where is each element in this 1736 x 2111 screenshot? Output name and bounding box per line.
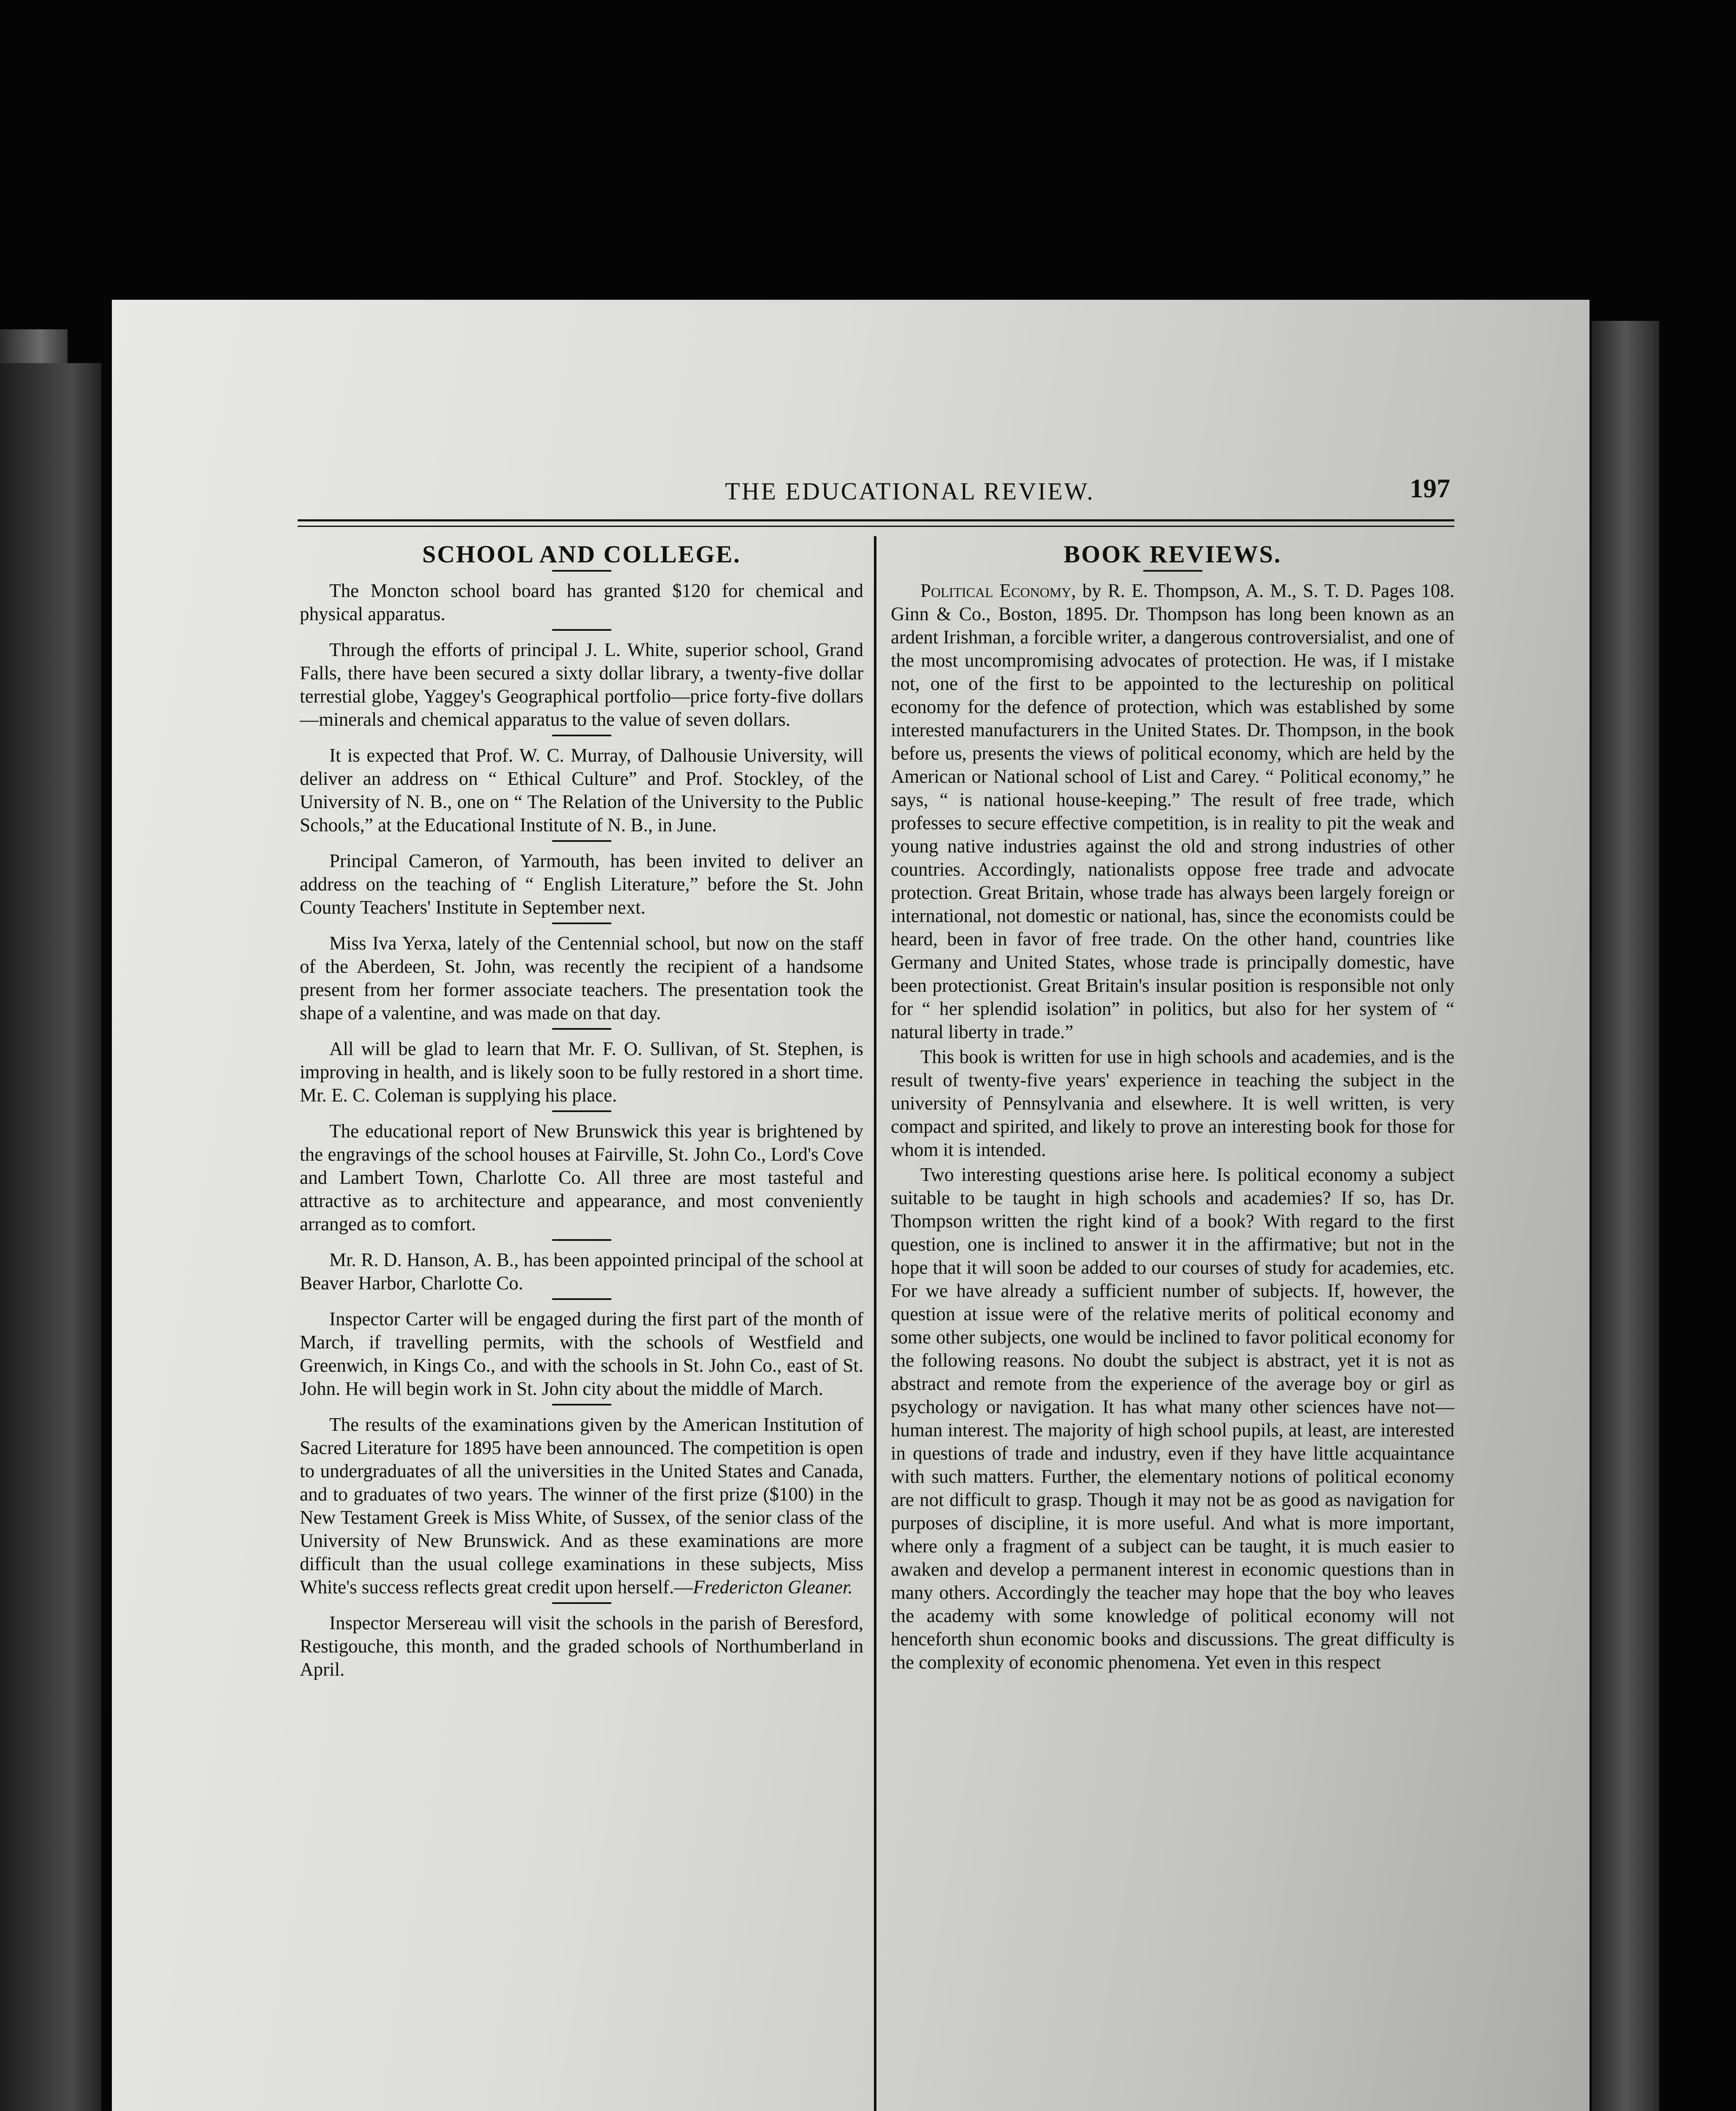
separator	[552, 570, 611, 572]
page-sheet	[112, 300, 1590, 2111]
book-fore-edge	[1592, 321, 1659, 2111]
separator	[552, 1110, 611, 1112]
separator	[552, 1028, 611, 1030]
news-item	[300, 1413, 863, 1599]
news-item: Inspector Mersereau will visit the schools in the parish of Beresford, Restigouche, this month, and the graded schools of Northumberland in April.	[300, 1612, 863, 1680]
separator	[552, 923, 611, 924]
section-heading-book-reviews: BOOK REVIEWS.	[1063, 540, 1282, 568]
news-item: The Moncton school board has granted $120 for chemical and physical apparatus.	[300, 580, 863, 624]
separator	[552, 629, 611, 631]
separator	[552, 840, 611, 842]
right-column	[891, 540, 1454, 1674]
running-header: THE EDUCATIONAL REVIEW.	[725, 478, 1095, 505]
citation: Fredericton Gleaner.	[693, 1576, 853, 1598]
separator	[552, 1404, 611, 1406]
section-heading-school-and-college: SCHOOL AND COLLEGE.	[422, 540, 741, 568]
separator	[552, 1298, 611, 1300]
separator	[552, 735, 611, 736]
review-paragraph	[891, 579, 1454, 1044]
news-item-text: The results of the examinations given by the American Institution of Sacred Literature for 1895 have been announced. The competition is open to undergraduates of all the universities in the United States and Canada, and to graduates of two years. The winner of the first prize ($100) in the New Testament Greek is Miss White, of Sussex, of the senior class of the University of New Brunswick. And as these examinations are more difficult than the usual college examinations in these subjects, Miss White's success reflects great credit upon herself.—	[300, 1414, 863, 1598]
facing-page-edge	[0, 363, 101, 2111]
review-paragraph: This book is written for use in high schools and academies, and is the result of twenty-five years' experience in teaching the subject in the university of Pennsylvania and elsewhere. It is well written, is very compact and spirited, and likely to prove an interesting book for those for whom it is intended.	[891, 1046, 1454, 1160]
separator	[552, 1239, 611, 1241]
review-text: by R. E. Thompson, A. M., S. T. D. Pages 108. Ginn & Co., Boston, 1895. Dr. Thompson has long been known as an ardent Irishman, a forcible writer, a dangerous controversialist, and one of the most uncompromising advocates of protection. He was, if I mistake not, one of the first to be appointed to the lectureship on political economy for the defence of protection, which was established by some interested manufacturers in the United States. Dr. Thompson, in the book before us, presents the views of political economy, which are held by the American or National school of List and Carey. “ Political economy,” he says, “ is national house-keeping.” The result of free trade, which professes to secure effective competition, is in reality to pit the weak and young native industries against the old and strong industries of other countries. Accordingly, nationalists oppose free trade and advocate protection. Great Britain, whose trade has always been largely foreign or international, not domestic or national, has, since the economists could be heard, been in favor of free trade. On the other hand, countries like Germany and United States, whose trade is principally domestic, have been protectionist. Great Britain's insular position is responsible not only for “ her splendid isolation” in politics, but also for her system of “ natural liberty in trade.”	[891, 580, 1454, 1042]
review-paragraph: Two interesting questions arise here. Is political economy a subject suitable to be taught in high schools and academies? If so, has Dr. Thompson written the right kind of a book? With regard to the first question, one is inclined to answer it in the affirmative; but not in the hope that it will soon be added to our courses of study for academies, etc. For we have already a sufficient number of subjects. If, however, the question at issue were of the relative merits of political economy and some other subjects, one would be inclined to favor political economy for the following reasons. No doubt the subject is abstract, yet it is not as abstract and remote from the experience of the average boy or girl as psychology or navigation. It has what many other sciences have not—human interest. The majority of high school pupils, at least, are interested in questions of trade and industry, even if they have little acquaintance with such matters. Further, the elementary notions of political economy are not difficult to grasp. Though it may not be as good as navigation for purposes of discipline, it is more useful. And what is more important, where only a fragment of a subject can be taught, it is much easier to awaken and develop a permanent interest in economic questions than in many others. Accordingly the teacher may hope that the boy who leaves the academy with some knowledge of political economy will not henceforth shun economic books and discussions. The great difficulty is the complexity of economic phenomena. Yet even in this respect	[891, 1164, 1454, 1673]
news-item: All will be glad to learn that Mr. F. O. Sullivan, of St. Stephen, is improving in health, and is likely soon to be fully restored in a short time. Mr. E. C. Coleman is supplying his place.	[300, 1038, 863, 1106]
news-item: Miss Iva Yerxa, lately of the Centennial school, but now on the staff of the Aberdeen, St. John, was recently the recipient of a handsome present from her former associate teachers. The presentation took the shape of a valentine, and was made on that day.	[300, 933, 863, 1023]
news-item: Principal Cameron, of Yarmouth, has been invited to deliver an address on the teaching of “ English Literature,” before the St. John County Teachers' Institute in September next.	[300, 850, 863, 918]
header-rule-second	[298, 526, 1454, 527]
review-title: Political Economy,	[920, 580, 1076, 601]
news-item: Through the efforts of principal J. L. White, superior school, Grand Falls, there have been secured a sixty dollar library, a twenty-five dollar terrestial globe, Yaggey's Geographical portfolio—price forty-five dollars—minerals and chemical apparatus to the value of seven dollars.	[300, 639, 863, 730]
page-number: 197	[1410, 473, 1450, 503]
news-item: The educational report of New Brunswick this year is brightened by the engravings of the school houses at Fairville, St. John Co., Lord's Cove and Lambert Town, Charlotte Co. All three are most tasteful and attractive as to architecture and appearance, and most conveniently arranged as to comfort.	[300, 1121, 863, 1235]
separator	[552, 1602, 611, 1604]
left-column	[300, 540, 863, 1681]
news-item: It is expected that Prof. W. C. Murray, of Dalhousie University, will deliver an address on “ Ethical Culture” and Prof. Stockley, of the University of N. B., one on “ The Relation of the University to the Public Schools,” at the Educational Institute of N. B., in June.	[300, 745, 863, 836]
separator	[1143, 570, 1202, 572]
news-item: Inspector Carter will be engaged during the first part of the month of March, if travelling permits, with the schools of Westfield and Greenwich, in Kings Co., and with the schools in St. John Co., east of St. John. He will begin work in St. John city about the middle of March.	[300, 1308, 863, 1399]
column-divider	[874, 536, 876, 2111]
header-rule	[298, 519, 1454, 521]
news-item: Mr. R. D. Hanson, A. B., has been appointed principal of the school at Beaver Harbor, Charlotte Co.	[300, 1249, 863, 1294]
